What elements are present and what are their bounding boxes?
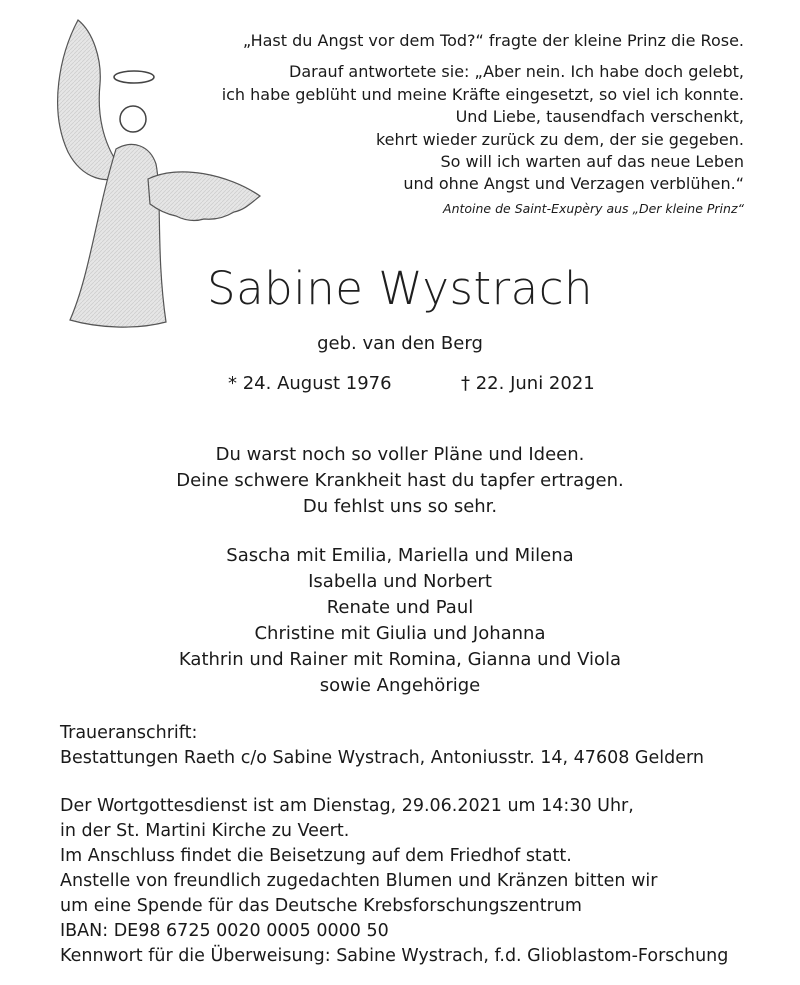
service-line: Anstelle von freundlich zugedachten Blumen und Kränzen bitten wir xyxy=(60,871,658,891)
quote-line: und ohne Angst und Verzagen verblühen.“ xyxy=(403,174,744,194)
personal-message xyxy=(0,442,800,520)
message-line: Deine schwere Krankheit hast du tapfer ertragen. xyxy=(176,470,624,491)
birth-name: geb. van den Berg xyxy=(317,333,483,354)
quote-block xyxy=(184,30,744,218)
mourner-line: sowie Angehörige xyxy=(319,675,481,696)
quote-line: Und Liebe, tausendfach verschenkt, xyxy=(455,107,744,127)
mourning-address xyxy=(60,721,780,771)
quote-line: So will ich warten auf das neue Leben xyxy=(440,152,744,172)
quote-line: ich habe geblüht und meine Kräfte eingesetzt, so viel ich konnte. xyxy=(221,84,744,104)
mourners-list xyxy=(0,543,800,699)
service-line: Kennwort für die Überweisung: Sabine Wystrach, f.d. Glioblastom-Forschung xyxy=(60,946,729,966)
mourner-line: Kathrin und Rainer mit Romina, Gianna und Viola xyxy=(178,649,622,670)
deceased-name: Sabine Wystrach xyxy=(207,262,593,315)
mourner-line: Christine mit Giulia und Johanna xyxy=(254,623,546,644)
mourner-line: Sascha mit Emilia, Mariella und Milena xyxy=(226,545,574,566)
mourner-line: Renate und Paul xyxy=(326,597,474,618)
quote-line: kehrt wieder zurück zu dem, der sie gegeben. xyxy=(375,129,744,149)
message-line: Du fehlst uns so sehr. xyxy=(302,496,498,517)
message-line: Du warst noch so voller Pläne und Ideen. xyxy=(215,444,585,465)
quote-author: Antoine de Saint-Exupèry aus „Der kleine Prinz“ xyxy=(443,200,744,216)
quote-line: Darauf antwortete sie: „Aber nein. Ich habe doch gelebt, xyxy=(289,62,744,82)
address-value: Bestattungen Raeth c/o Sabine Wystrach, Antoniusstr. 14, 47608 Geldern xyxy=(60,748,704,768)
service-line: Im Anschluss findet die Beisetzung auf dem Friedhof statt. xyxy=(60,846,572,866)
service-line: um eine Spende für das Deutsche Krebsforschungszentrum xyxy=(60,896,582,916)
death-date: † 22. Juni 2021 xyxy=(461,373,595,394)
service-line: Der Wortgottesdienst ist am Dienstag, 29.06.2021 um 14:30 Uhr, xyxy=(60,796,634,816)
service-line: IBAN: DE98 6725 0020 0005 0000 50 xyxy=(60,921,389,941)
birth-date: * 24. August 1976 xyxy=(228,373,392,394)
address-label: Traueranschrift: xyxy=(60,723,198,743)
service-line: in der St. Martini Kirche zu Veert. xyxy=(60,821,350,841)
service-details xyxy=(60,794,780,969)
quote-line: „Hast du Angst vor dem Tod?“ fragte der kleine Prinz die Rose. xyxy=(242,31,744,50)
mourner-line: Isabella und Norbert xyxy=(308,571,492,592)
